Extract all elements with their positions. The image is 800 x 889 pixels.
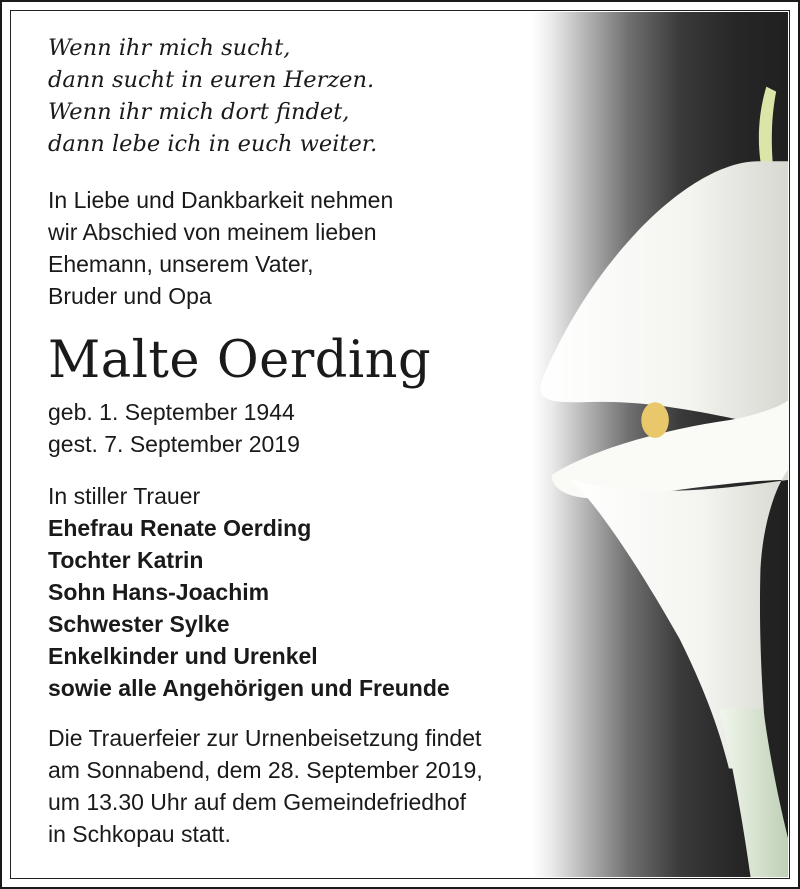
service-line: Die Trauerfeier zur Urnenbeisetzung findet [48, 725, 482, 751]
intro-line: In Liebe und Dankbarkeit nehmen [48, 187, 394, 213]
calla-lily-image [532, 12, 788, 877]
poem-line: dann sucht in euren Herzen. [48, 67, 375, 93]
mourner-name: Schwester Sylke [48, 611, 230, 637]
death-date: gest. 7. September 2019 [48, 431, 300, 457]
life-dates [48, 396, 568, 460]
mourners-list [48, 480, 568, 704]
poem-line: Wenn ihr mich dort findet, [48, 99, 350, 125]
notice-text [48, 32, 568, 850]
mourners-heading: In stiller Trauer [48, 483, 201, 509]
birth-date: geb. 1. September 1944 [48, 399, 295, 425]
mourner-name: Ehefrau Renate Oerding [48, 515, 312, 541]
poem-line: dann lebe ich in euch weiter. [48, 131, 378, 157]
calla-lily-icon [532, 12, 788, 877]
poem-line: Wenn ihr mich sucht, [48, 35, 291, 61]
service-line: um 13.30 Uhr auf dem Gemeindefriedhof [48, 789, 467, 815]
service-info [48, 722, 568, 850]
deceased-name: Malte Oerding [48, 331, 432, 390]
mourner-name: Sohn Hans-Joachim [48, 579, 270, 605]
intro-line: Ehemann, unserem Vater, [48, 251, 314, 277]
intro-text [48, 184, 568, 312]
poem [48, 32, 568, 160]
service-line: in Schkopau statt. [48, 821, 231, 847]
service-line: am Sonnabend, dem 28. September 2019, [48, 757, 483, 783]
mourner-name: Tochter Katrin [48, 547, 204, 573]
intro-line: wir Abschied von meinem lieben [48, 219, 377, 245]
mourner-name: sowie alle Angehörigen und Freunde [48, 675, 450, 701]
intro-line: Bruder und Opa [48, 283, 212, 309]
mourner-name: Enkelkinder und Urenkel [48, 643, 318, 669]
